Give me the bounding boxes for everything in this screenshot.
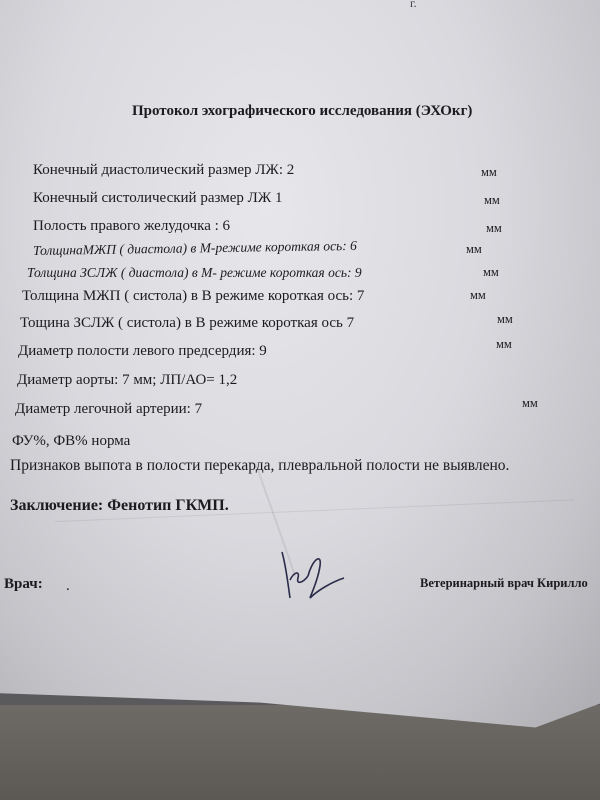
field-lvpw-systole: Тощина ЗСЛЖ ( систола) в В режиме короткая ось 7 [20, 315, 355, 331]
field-lv-systolic: Конечный систолический размер ЛЖ 1 [33, 190, 283, 206]
effusion-note: Признаков выпота в полости перекарда, плевральной полости не выявлено. [10, 457, 510, 474]
conclusion: Заключение: Фенотип ГКМП. [10, 497, 229, 514]
handwritten-signature [268, 540, 358, 610]
field-pulmonary-artery: Диаметр легочной артерии: 7 [15, 401, 203, 417]
doctor-label: Врач: [4, 576, 43, 592]
unit-ivs-diastole: мм [466, 242, 482, 256]
doctor-name: Ветеринарный врач Кирилло [420, 576, 588, 590]
unit-lvpw-systole: мм [497, 312, 513, 326]
unit-lv-systolic: мм [484, 193, 500, 207]
unit-la-diameter: мм [496, 337, 512, 351]
unit-pulmonary-artery: мм [522, 396, 538, 410]
field-aorta-diameter: Диаметр аорты: 7 мм; ЛП/АО= 1,2 [17, 372, 238, 388]
field-lvpw-diastole: Толщина ЗСЛЖ ( диастола) в М- режиме короткая ось: 9 [27, 265, 362, 280]
field-la-diameter: Диаметр полости левого предсердия: 9 [18, 343, 267, 359]
unit-rv-cavity: мм [486, 221, 502, 235]
function-note: ФУ%, ФВ% норма [12, 433, 131, 449]
field-rv-cavity: Полость правого желудочка : 6 [33, 218, 231, 234]
top-text-fragment: г. [410, 0, 417, 10]
document-title: Протокол эхографического исследования (ЭХОкг) [132, 103, 473, 119]
doctor-dot: . [66, 578, 70, 594]
unit-lvpw-diastole: мм [483, 265, 499, 279]
field-ivs-systole: Толщина МЖП ( систола) в В режиме короткая ось: 7 [22, 288, 365, 304]
unit-ivs-systole: мм [470, 288, 486, 302]
field-lv-diastolic: Конечный диастолический размер ЛЖ: 2 [33, 162, 295, 178]
unit-lv-diastolic: мм [481, 165, 497, 179]
field-ivs-diastole: ТолщинаМЖП ( диастола) в М-режиме короткая ось: 6 [32, 237, 357, 258]
